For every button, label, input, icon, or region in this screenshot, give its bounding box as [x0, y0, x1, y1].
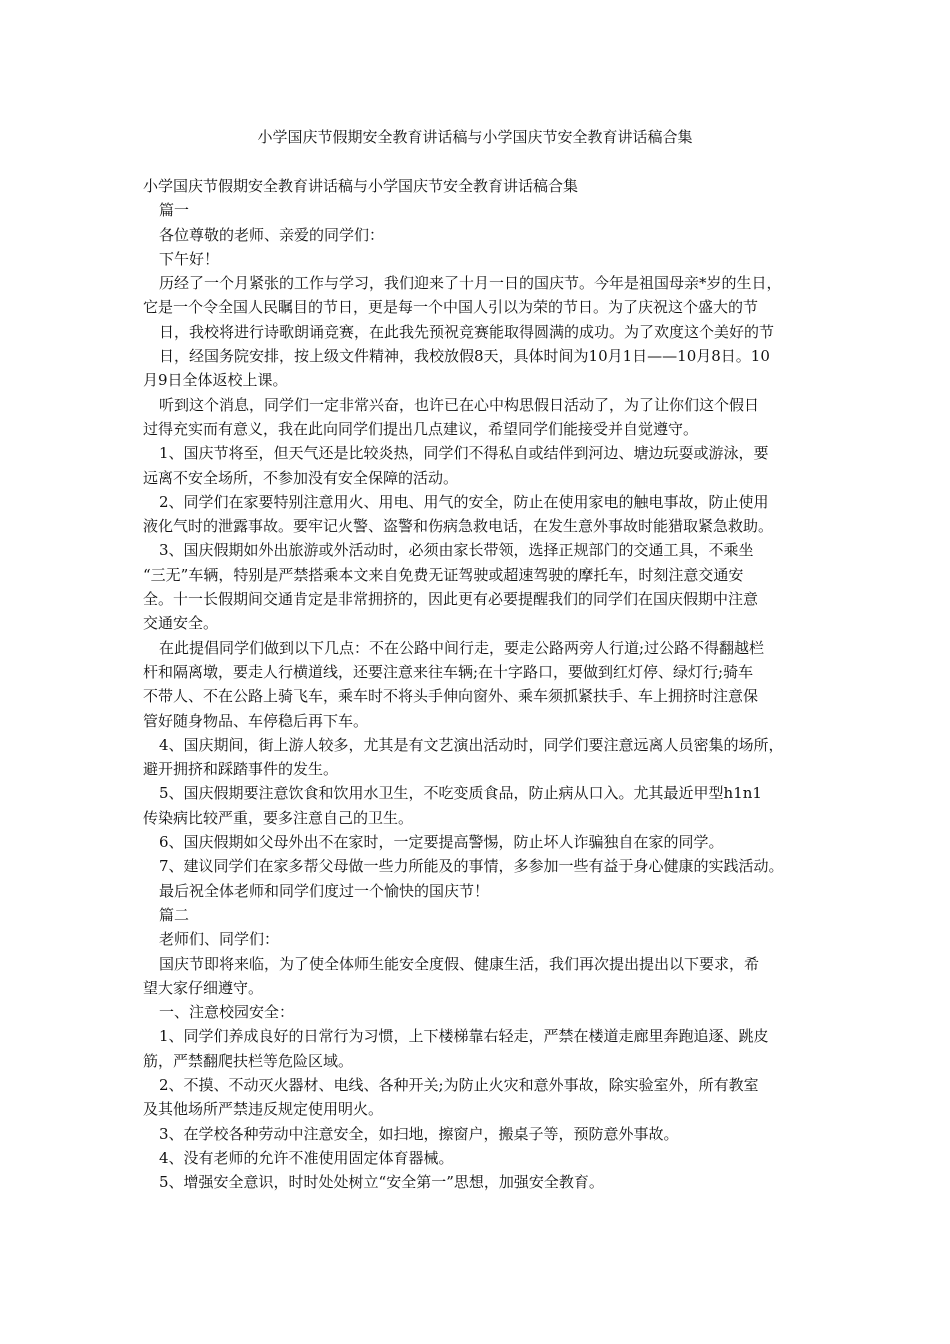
paragraph-line: 3、在学校各种劳动中注意安全，如扫地，擦窗户，搬桌子等，预防意外事故。	[159, 1124, 679, 1143]
paragraph-line: 全。十一长假期间交通肯定是非常拥挤的，因此更有必要提醒我们的同学们在国庆假期中注意	[143, 590, 759, 609]
paragraph-line: 日，我校将进行诗歌朗诵竞赛，在此我先预祝竞赛能取得圆满的成功。为了欢度这个美好的节	[159, 322, 775, 341]
paragraph-line: 老师们、同学们：	[159, 930, 280, 949]
paragraph-line: 6、国庆假期如父母外出不在家时，一定要提高警惕，防止坏人诈骗独自在家的同学。	[159, 833, 724, 852]
paragraph-line: 最后祝全体老师和同学们度过一个愉快的国庆节！	[159, 881, 490, 900]
paragraph-line: 日，经国务院安排，按上级文件精神，我校放假8天，具体时间为10月1日——10月8日。10	[159, 347, 770, 366]
paragraph-line: 1、国庆节将至，但天气还是比较炎热，同学们不得私自或结伴到河边、塘边玩耍或游泳，要	[159, 444, 769, 463]
paragraph-line: “三无”车辆，特别是严禁搭乘本文来自免费无证驾驶或超速驾驶的摩托车，时刻注意交通安	[143, 565, 744, 584]
paragraph-line: 4、没有老师的允许不准使用固定体育器械。	[159, 1148, 454, 1167]
paragraph-line: 篇一	[159, 201, 190, 220]
paragraph-line: 4、国庆期间，街上游人较多，尤其是有文艺演出活动时，同学们要注意远离人员密集的场所，	[159, 735, 784, 754]
paragraph-line: 听到这个消息，同学们一定非常兴奋，也许已在心中构思假日活动了，为了让你们这个假日	[159, 395, 760, 414]
document-body	[143, 174, 823, 1194]
paragraph-line: 各位尊敬的老师、亲爱的同学们：	[159, 225, 385, 244]
paragraph-line: 过得充实而有意义，我在此向同学们提出几点建议，希望同学们能接受并自觉遵守。	[143, 419, 699, 438]
paragraph-line: 下午好！	[159, 249, 220, 268]
paragraph-line: 液化气时的泄露事故。要牢记火警、盗警和伤病急救电话，在发生意外事故时能猎取紧急救助。	[143, 517, 774, 536]
paragraph-line: 杆和隔离墩，要走人行横道线，还要注意来往车辆;在十字路口，要做到红灯停、绿灯行;骑车	[143, 662, 754, 681]
paragraph-line: 5、增强安全意识，时时处处树立“安全第一”思想，加强安全教育。	[159, 1173, 604, 1192]
paragraph-line: 及其他场所严禁违反规定使用明火。	[143, 1100, 384, 1119]
paragraph-line: 远离不安全场所，不参加没有安全保障的活动。	[143, 468, 459, 487]
paragraph-line: 它是一个令全国人民瞩目的节日，更是每一个中国人引以为荣的节日。为了庆祝这个盛大的节	[143, 298, 759, 317]
paragraph-line: 7、建议同学们在家多帮父母做一些力所能及的事情，多参加一些有益于身心健康的实践活动。	[159, 857, 784, 876]
paragraph-line: 月9日全体返校上课。	[143, 371, 288, 390]
paragraph-line: 一、注意校园安全：	[159, 1003, 295, 1022]
paragraph-line: 管好随身物品、车停稳后再下车。	[143, 711, 369, 730]
paragraph-line: 交通安全。	[143, 614, 219, 633]
paragraph-line: 历经了一个月紧张的工作与学习，我们迎来了十月一日的国庆节。今年是祖国母亲*岁的生日，	[159, 274, 782, 293]
paragraph-line: 避开拥挤和踩踏事件的发生。	[143, 760, 339, 779]
paragraph-line: 筋，严禁翻爬扶栏等危险区域。	[143, 1051, 354, 1070]
paragraph-line: 小学国庆节假期安全教育讲话稿与小学国庆节安全教育讲话稿合集	[143, 177, 579, 195]
paragraph-line: 2、同学们在家要特别注意用火、用电、用气的安全，防止在使用家电的触电事故，防止使用	[159, 492, 769, 511]
paragraph-line: 1、同学们养成良好的日常行为习惯，上下楼梯靠右轻走，严禁在楼道走廊里奔跑追逐、跳皮	[159, 1027, 769, 1046]
paragraph-line: 2、不摸、不动灭火器材、电线、各种开关;为防止火灾和意外事故，除实验室外，所有教室	[159, 1075, 759, 1094]
document-title: 小学国庆节假期安全教育讲话稿与小学国庆节安全教育讲话稿合集	[257, 128, 693, 146]
paragraph-line: 望大家仔细遵守。	[143, 978, 264, 997]
paragraph-line: 不带人、不在公路上骑飞车，乘车时不将头手伸向窗外、乘车须抓紧扶手、车上拥挤时注意保	[143, 687, 759, 706]
paragraph-line: 传染病比较严重，要多注意自己的卫生。	[143, 808, 414, 827]
paragraph-line: 5、国庆假期要注意饮食和饮用水卫生，不吃变质食品，防止病从口入。尤其最近甲型h1n1	[159, 784, 762, 803]
paragraph-line: 篇二	[159, 905, 190, 924]
paragraph-line: 3、国庆假期如外出旅游或外活动时，必须由家长带领，选择正规部门的交通工具，不乘坐	[159, 541, 754, 560]
paragraph-line: 国庆节即将来临，为了使全体师生能安全度假、健康生活，我们再次提出提出以下要求，希	[159, 954, 760, 973]
paragraph-line: 在此提倡同学们做到以下几点：不在公路中间行走，要走公路两旁人行道;过公路不得翻越栏	[159, 638, 765, 657]
